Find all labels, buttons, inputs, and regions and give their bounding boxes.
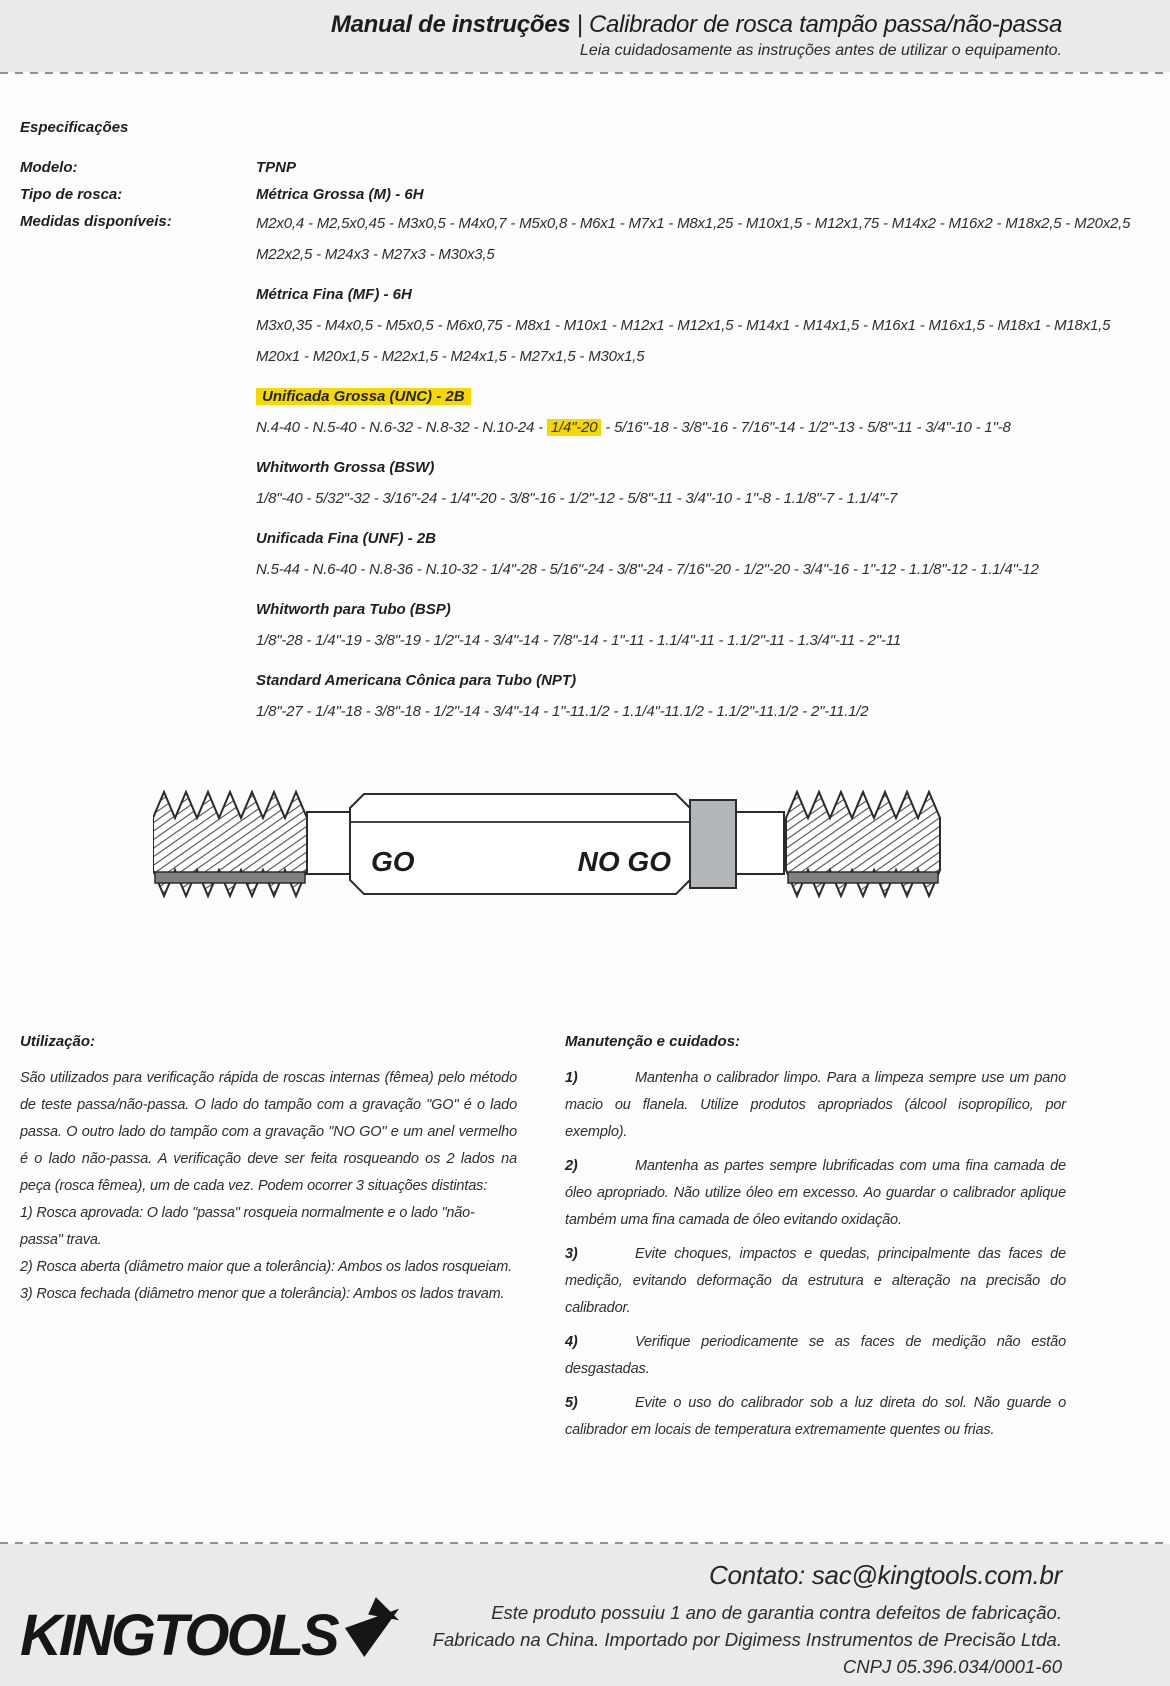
nogo-ring <box>690 800 736 888</box>
unc-post: - 5/16"-18 - 3/8"-16 - 7/16"-14 - 1/2"-13 - 5/8"-11 - 3/4"-10 - 1"-8 <box>601 419 1011 436</box>
brand-logo <box>20 1586 401 1686</box>
item-number: 4) <box>565 1334 578 1350</box>
highlight-size: 1/4"-20 <box>547 419 601 436</box>
page-title <box>20 11 1062 39</box>
group-heading: Whitworth para Tubo (BSP) <box>256 601 451 618</box>
item-text: Mantenha o calibrador limpo. Para a limpeza sempre use um pano macio ou flanela. Utilize produtos apropriados (álcool isopropílico, por exemplo). <box>565 1070 1066 1140</box>
page-title-rest: Calibrador de rosca tampão passa/não-passa <box>588 11 1062 38</box>
footer-band <box>0 1544 1170 1686</box>
gauge-diagram-wrap <box>153 788 943 905</box>
maintenance-section <box>565 1032 1066 1451</box>
item-text: Evite choques, impactos e quedas, principalmente das faces de medição, evitando deformação da estrutura e alteração na precisão do calibrador. <box>565 1246 1066 1316</box>
maintenance-item <box>565 1390 1066 1444</box>
specifications-section <box>20 118 1160 727</box>
size-line: 1/8"-40 - 5/32"-32 - 3/16"-24 - 1/4"-20 - 3/8"-16 - 1/2"-12 - 5/8"-11 - 3/4"-10 - 1"-8 - 1.1/8"-7 - 1.1/4"-7 <box>256 490 898 507</box>
spec-row-thread-type <box>20 181 1160 208</box>
size-line: 1/8"-28 - 1/4"-19 - 3/8"-19 - 1/2"-14 - 3/4"-14 - 7/8"-14 - 1"-11 - 1.1/4"-11 - 1.1/2"-11 - 1.3/4"-11 - 2"-11 <box>256 632 901 649</box>
group-npt <box>256 665 1160 727</box>
page-footer <box>0 1542 1170 1686</box>
nogo-label: NO GO <box>577 846 671 877</box>
page-header <box>0 0 1170 72</box>
item-text: Evite o uso do calibrador sob a luz direta do sol. Não guarde o calibrador em locais de temperatura extremamente quentes ou frias. <box>565 1395 1066 1438</box>
model-value: TPNP <box>256 159 297 176</box>
thread-groups <box>256 279 1160 727</box>
page-subtitle: Leia cuidadosamente as instruções antes de utilizar o equipamento. <box>579 42 1062 59</box>
usage-heading: Utilização: <box>20 1033 96 1050</box>
item-number: 2) <box>565 1158 578 1174</box>
highlight-heading: Unificada Grossa (UNC) - 2B <box>256 388 471 405</box>
brand-name: KINGTOOLS <box>20 1603 337 1668</box>
gauge-body <box>350 794 690 894</box>
item-text: Verifique periodicamente se as faces de medição não estão desgastadas. <box>565 1334 1066 1377</box>
size-line: M3x0,35 - M4x0,5 - M5x0,5 - M6x0,75 - M8x1 - M10x1 - M12x1 - M12x1,5 - M14x1 - M14x1,5 - M16x1 - M16x1,5 - M18x1 - M18x1,5 <box>256 317 1111 334</box>
maintenance-item <box>565 1065 1066 1146</box>
footer-contact-block <box>433 1558 1062 1686</box>
spec-row-sizes <box>20 208 1160 270</box>
model-label: Modelo: <box>20 159 78 176</box>
thread-type-label: Tipo de rosca: <box>20 186 123 203</box>
thread-right <box>786 792 940 896</box>
maintenance-heading: Manutenção e cuidados: <box>565 1033 741 1050</box>
sizes-label: Medidas disponíveis: <box>20 213 172 230</box>
cnpj-line: CNPJ 05.396.034/0001-60 <box>842 1656 1062 1677</box>
group-bsw <box>256 452 1160 514</box>
gauge-diagram <box>153 788 943 900</box>
usage-item: 3) Rosca fechada (diâmetro menor que a tolerância): Ambos os lados travam. <box>20 1286 505 1302</box>
group-heading: Métrica Fina (MF) - 6H <box>256 286 412 303</box>
item-number: 5) <box>565 1395 578 1411</box>
usage-section <box>20 1032 517 1451</box>
group-bsp <box>256 594 1160 656</box>
group-unc <box>256 381 1160 443</box>
item-number: 3) <box>565 1246 578 1262</box>
group-heading: Standard Americana Cônica para Tubo (NPT) <box>256 672 577 689</box>
thread-type-value: Métrica Grossa (M) - 6H <box>256 186 424 203</box>
item-number: 1) <box>565 1070 578 1086</box>
size-line: N.5-44 - N.6-40 - N.8-36 - N.10-32 - 1/4"-28 - 5/16"-24 - 3/8"-24 - 7/16"-20 - 1/2"-20 - 3/4"-16 - 1"-12 - 1.1/8"-12 - 1.1/4"-12 <box>256 561 1039 578</box>
header-divider <box>0 72 1170 74</box>
thread-left <box>153 792 307 896</box>
maintenance-item <box>565 1329 1066 1383</box>
maintenance-item <box>565 1241 1066 1322</box>
spec-row-model <box>20 154 1160 181</box>
contact-line: Contato: sac@kingtools.com.br <box>709 1560 1062 1590</box>
warranty-line: Este produto possuiu 1 ano de garantia contra defeitos de fabricação. <box>491 1602 1062 1623</box>
go-label: GO <box>371 846 415 877</box>
metric-coarse-lines <box>256 208 1130 270</box>
size-line: 1/8"-27 - 1/4"-18 - 3/8"-18 - 1/2"-14 - 3/4"-14 - 1"-11.1/2 - 1.1/4"-11.1/2 - 1.1/2"-11.1/2 - 2"-11.1/2 <box>256 703 869 720</box>
group-heading: Unificada Fina (UNF) - 2B <box>256 530 437 547</box>
item-text: Mantenha as partes sempre lubrificadas com uma fina camada de óleo apropriado. Não utilize óleo em excesso. Ao guardar o calibrador aplique também uma fina camada de óleo evitando oxidação. <box>565 1158 1066 1228</box>
brand-flag-icon <box>343 1597 401 1659</box>
maintenance-item <box>565 1153 1066 1234</box>
group-heading: Whitworth Grossa (BSW) <box>256 459 435 476</box>
origin-line: Fabricado na China. Importado por Digimess Instrumentos de Precisão Ltda. <box>432 1629 1062 1650</box>
unc-pre: N.4-40 - N.5-40 - N.6-32 - N.8-32 - N.10-24 - <box>256 419 547 436</box>
usage-item: 1) Rosca aprovada: O lado "passa" rosqueia normalmente e o lado "não-passa" trava. <box>20 1205 475 1248</box>
usage-item: 2) Rosca aberta (diâmetro maior que a tolerância): Ambos os lados rosqueiam. <box>20 1259 513 1275</box>
title-separator: | <box>570 11 589 38</box>
group-heading-highlighted <box>256 381 1160 412</box>
size-line: M2x0,4 - M2,5x0,45 - M3x0,5 - M4x0,7 - M5x0,8 - M6x1 - M7x1 - M8x1,25 - M10x1,5 - M12x1,75 - M14x2 - M16x2 - M18x2,5 - M20x2,5 <box>256 215 1131 232</box>
bottom-columns <box>20 1032 1066 1451</box>
size-line: M20x1 - M20x1,5 - M22x1,5 - M24x1,5 - M27x1,5 - M30x1,5 <box>256 348 645 365</box>
page-title-bold: Manual de instruções <box>330 11 571 38</box>
size-line: M22x2,5 - M24x3 - M27x3 - M30x3,5 <box>256 246 495 263</box>
group-unf <box>256 523 1160 585</box>
group-metric-fine <box>256 279 1160 372</box>
neck-right <box>736 812 784 874</box>
size-line-unc <box>256 412 1160 443</box>
neck-left <box>307 812 350 874</box>
usage-paragraph: São utilizados para verificação rápida de roscas internas (fêmea) pelo método de teste passa/não-passa. O lado do tampão com a gravação "GO" é o lado passa. O outro lado do tampão com a gravação "NO GO" e um anel vermelho é o lado não-passa. A verificação deve ser feita rosqueando os 2 lados na peça (rosca fêmea), um de cada vez. Podem ocorrer 3 situações distintas: <box>20 1070 517 1194</box>
specifications-title: Especificações <box>20 119 129 136</box>
